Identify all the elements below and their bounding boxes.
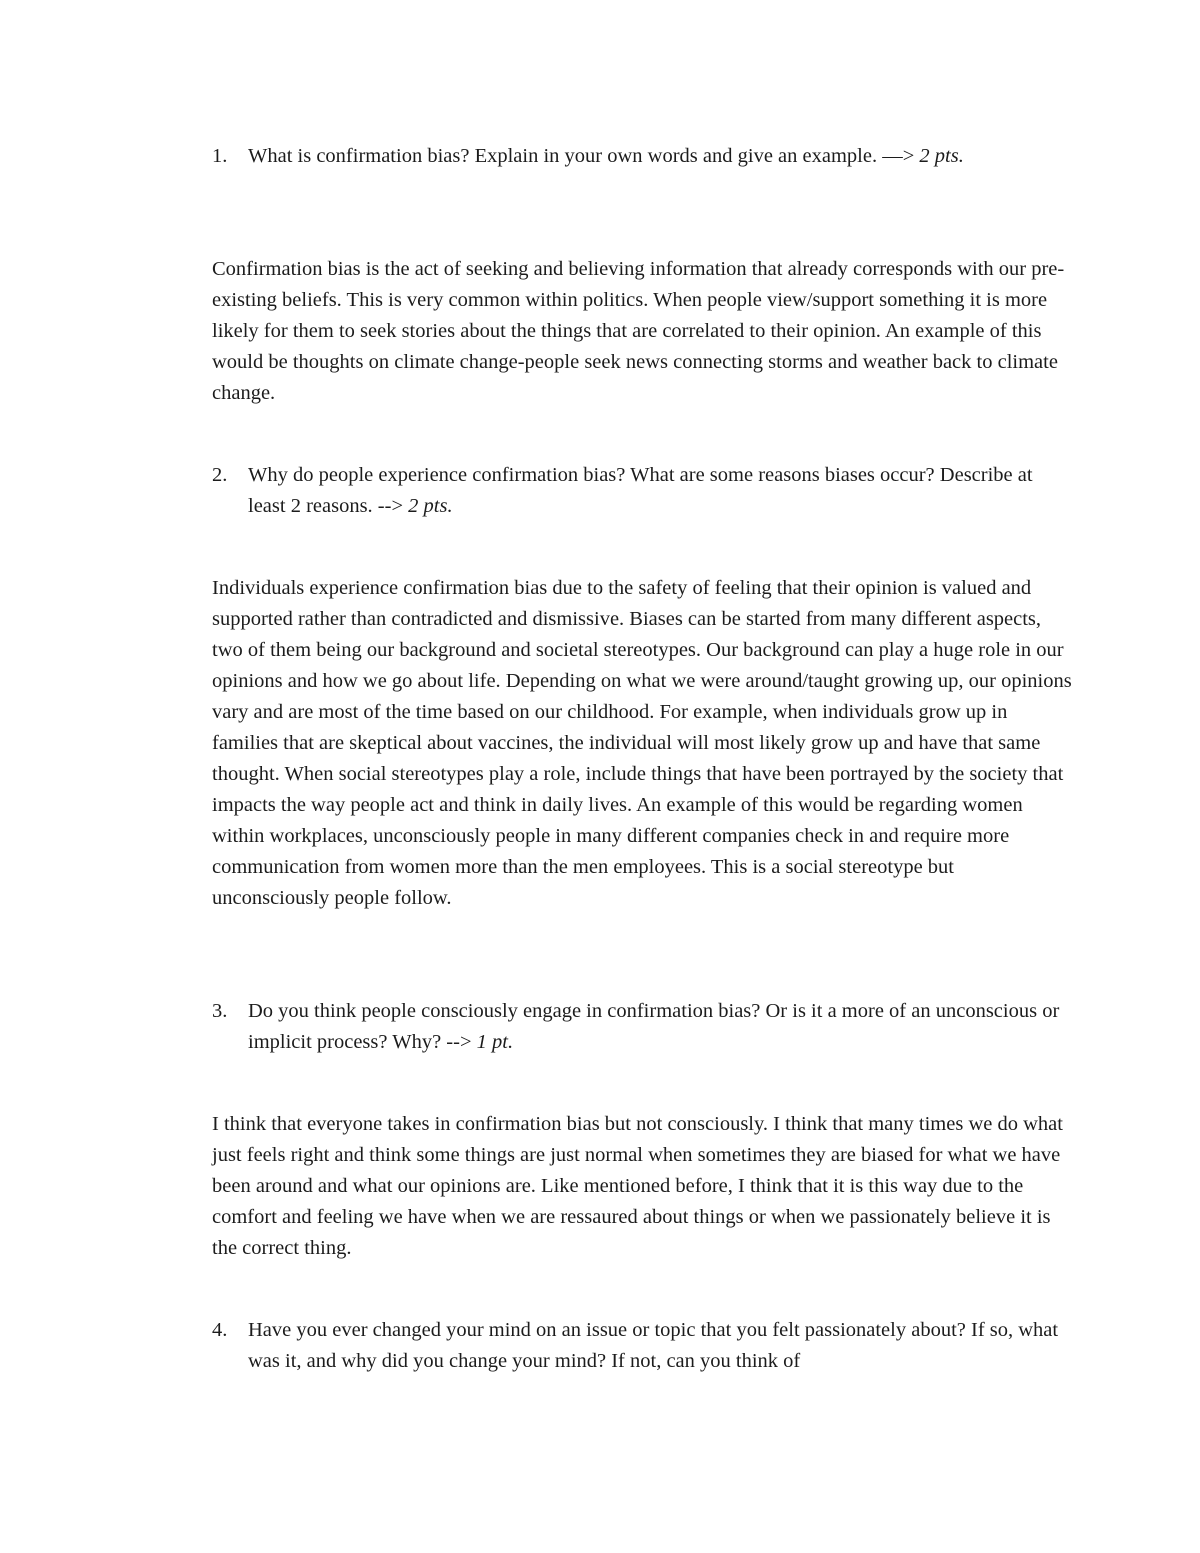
question-text xyxy=(248,996,1072,1058)
question-prompt: What is confirmation bias? Explain in your own words and give an example. —> xyxy=(248,145,920,167)
question-number: 3. xyxy=(212,1000,228,1022)
question-number: 4. xyxy=(212,1319,228,1341)
question-text xyxy=(248,1315,1072,1377)
question-prompt: Why do people experience confirmation bias? What are some reasons biases occur? Describe at least 2 reasons. --> xyxy=(248,464,1033,517)
question-3 xyxy=(212,996,1072,1058)
answer-3: I think that everyone takes in confirmation bias but not consciously. I think that many times we do what just feels right and think some things are just normal when sometimes they are biased for what we have been around and what our opinions are. Like mentioned before, I think that it is this way due to the comfort and feeling we have when we are ressaured about things or when we passionately believe it is the correct thing. xyxy=(212,1113,1063,1259)
question-points: 2 pts. xyxy=(919,145,964,167)
answer-2: Individuals experience confirmation bias due to the safety of feeling that their opinion is valued and supported rather than contradicted and dismissive. Biases can be started from many different aspects, two of them being our background and societal stereotypes. Our background can play a huge role in our opinions and how we go about life. Depending on what we were around/taught growing up, our opinions vary and are most of the time based on our childhood. For example, when individuals grow up in families that are skeptical about vaccines, the individual will most likely grow up and have that same thought. When social stereotypes play a role, include things that have been portrayed by the society that impacts the way people act and think in daily lives. An example of this would be regarding women within workplaces, unconsciously people in many different companies check in and require more communication from women more than the men employees. This is a social stereotype but unconsciously people follow. xyxy=(212,577,1072,909)
question-number: 1. xyxy=(212,145,228,167)
question-points: 1 pt. xyxy=(476,1031,514,1053)
answer-1: Confirmation bias is the act of seeking and believing information that already corresponds with our pre-existing beliefs. This is very common within politics. When people view/support something it is more likely for them to seek stories about the things that are correlated to their opinion. An example of this would be thoughts on climate change-people seek news connecting storms and weather back to climate change. xyxy=(212,258,1065,404)
question-4 xyxy=(212,1315,1072,1377)
question-text xyxy=(248,141,1072,172)
question-2 xyxy=(212,460,1072,522)
question-1 xyxy=(212,141,1072,172)
question-points: 2 pts. xyxy=(408,495,453,517)
question-number: 2. xyxy=(212,464,228,486)
question-prompt: Do you think people consciously engage in confirmation bias? Or is it a more of an unconscious or implicit process? Why? --> xyxy=(248,1000,1060,1053)
question-text xyxy=(248,460,1072,522)
question-prompt: Have you ever changed your mind on an issue or topic that you felt passionately about? If so, what was it, and why did you change your mind? If not, can you think of xyxy=(248,1319,1059,1372)
